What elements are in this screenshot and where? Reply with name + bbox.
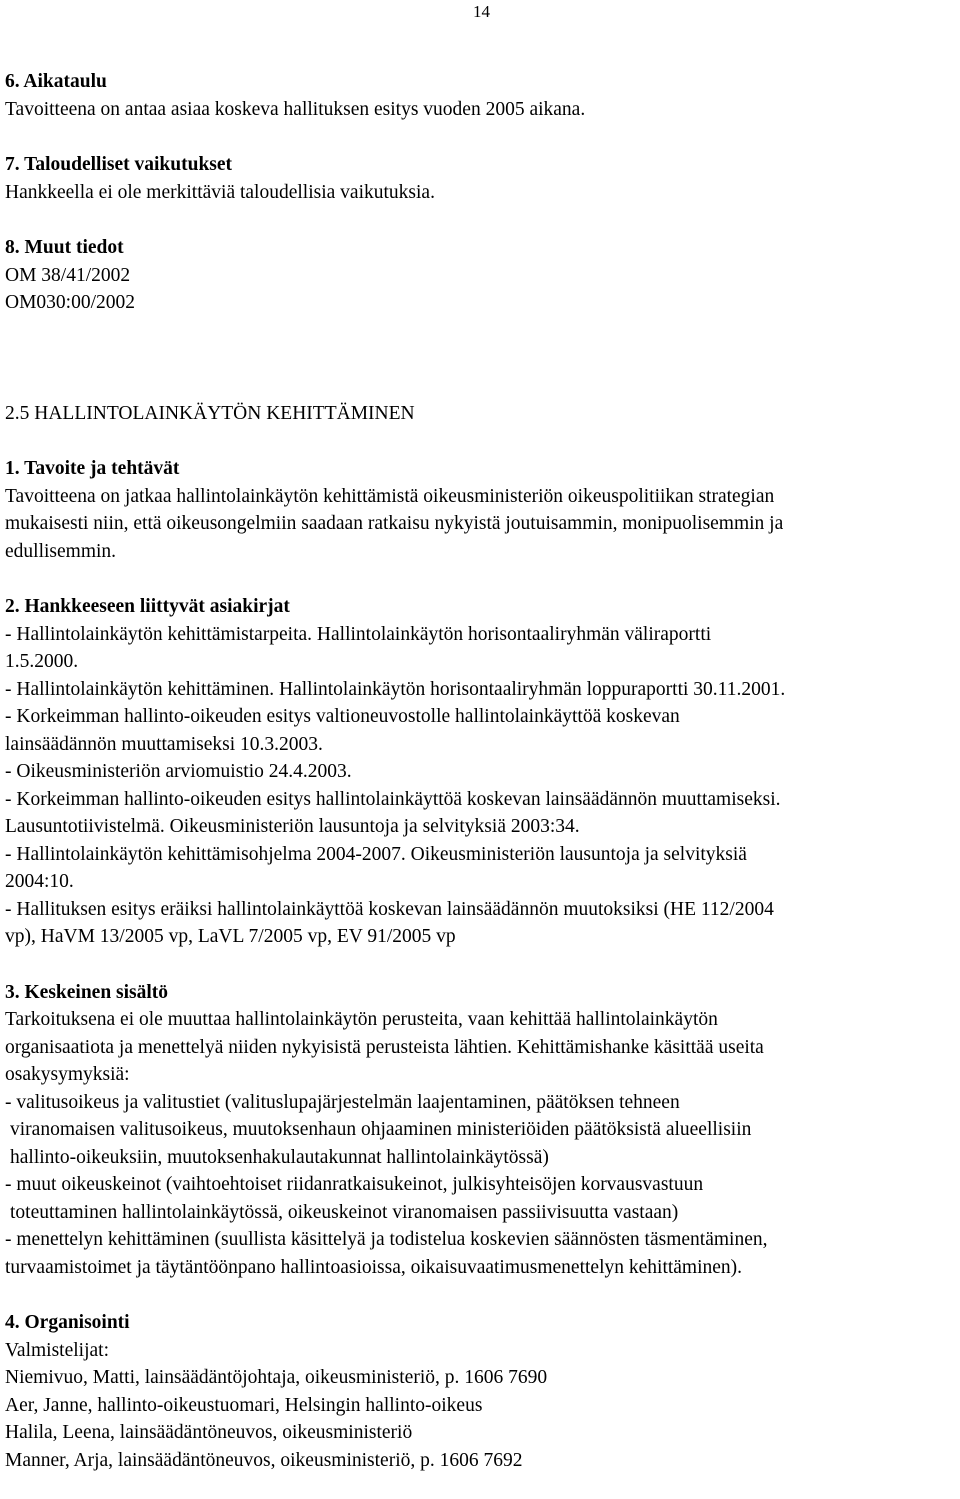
- section-key-content: [5, 979, 955, 1282]
- reference-code: OM 38/41/2002: [5, 264, 131, 286]
- list-item: - valitusoikeus ja valitustiet (valituslupajärjestelmän laajentaminen, päätöksen tehneen: [5, 1091, 680, 1113]
- section-organization: [5, 1309, 955, 1474]
- list-item: lainsäädännön muuttamiseksi 10.3.2003.: [5, 733, 323, 755]
- contact-line: Aer, Janne, hallinto-oikeustuomari, Helsingin hallinto-oikeus: [5, 1394, 483, 1416]
- section-heading: 7. Taloudelliset vaikutukset: [5, 154, 233, 175]
- body-line: Hankkeella ei ole merkittäviä taloudellisia vaikutuksia.: [5, 181, 435, 203]
- list-item: 2004:10.: [5, 871, 74, 892]
- list-item: vp), HaVM 13/2005 vp, LaVL 7/2005 vp, EV 91/2005 vp: [5, 926, 456, 947]
- list-item: - Hallintolainkäytön kehittäminen. Hallintolainkäytön horisontaaliryhmän loppuraportti 30.11.2001.: [5, 678, 786, 700]
- section-related-documents: [5, 593, 955, 951]
- list-item: - muut oikeuskeinot (vaihtoehtoiset riidanratkaisukeinot, julkisyhteisöjen korvausvastuun: [5, 1174, 704, 1195]
- body-line: edullisemmin.: [5, 540, 117, 562]
- contact-line: Halila, Leena, lainsäädäntöneuvos, oikeusministeriö: [5, 1422, 413, 1443]
- section-heading: 6. Aikataulu: [5, 71, 107, 92]
- contact-line: Manner, Arja, lainsäädäntöneuvos, oikeusministeriö, p. 1606 7692: [5, 1449, 523, 1471]
- list-item: turvaamistoimet ja täytäntöönpano hallintoasioissa, oikaisuvaatimusmenettelyn kehittäminen).: [5, 1256, 743, 1278]
- section-heading: 2. Hankkeeseen liittyvät asiakirjat: [5, 596, 290, 617]
- body-line: Valmistelijat:: [5, 1339, 109, 1361]
- list-item: viranomaisen valitusoikeus, muutoksenhaun ohjaaminen ministeriöiden päätöksistä alueellisiin: [10, 1119, 752, 1140]
- section-heading: 3. Keskeinen sisältö: [5, 981, 169, 1003]
- body-line: organisaatiota ja menettelyä niiden nykyisistä perusteista lähtien. Kehittämishanke käsittää useita: [5, 1036, 764, 1058]
- list-item: toteuttaminen hallintolainkäytössä, oikeuskeinot viranomaisen passiivisuutta vastaan): [10, 1201, 679, 1223]
- body-line: mukaisesti niin, että oikeusongelmiin saadaan ratkaisu nykyistä joutuisammin, monipuolisemmin ja: [5, 513, 784, 534]
- body-line: Tavoitteena on jatkaa hallintolainkäytön kehittämistä oikeusministeriön oikeuspolitiikan strategian: [5, 485, 775, 507]
- reference-code: OM030:00/2002: [5, 292, 136, 313]
- document-body: [5, 68, 955, 1474]
- section-heading: 4. Organisointi: [5, 1312, 130, 1333]
- section-heading: 8. Muut tiedot: [5, 237, 124, 258]
- page-number: 14: [473, 2, 490, 21]
- contact-line: Niemivuo, Matti, lainsäädäntöjohtaja, oikeusministeriö, p. 1606 7690: [5, 1367, 548, 1388]
- list-item: - Korkeimman hallinto-oikeuden esitys hallintolainkäyttöä koskevan lainsäädännön muuttamiseksi.: [5, 788, 781, 810]
- list-item: 1.5.2000.: [5, 651, 79, 672]
- list-item: - Hallintolainkäytön kehittämisohjelma 2004-2007. Oikeusministeriön lausuntoja ja selvityksiä: [5, 843, 747, 865]
- list-item: - Hallituksen esitys eräiksi hallintolainkäyttöä koskevan lainsäädännön muutoksiksi (HE 112/2004: [5, 898, 774, 920]
- body-line: Tavoitteena on antaa asiaa koskeva hallituksen esitys vuoden 2005 aikana.: [5, 98, 586, 120]
- chapter-title: 2.5 HALLINTOLAINKÄYTÖN KEHITTÄMINEN: [5, 402, 415, 424]
- body-line: Tarkoituksena ei ole muuttaa hallintolainkäytön perusteita, vaan kehittää hallintolainkäytön: [5, 1009, 718, 1030]
- section-financial-effects: [5, 151, 955, 206]
- section-schedule: [5, 68, 955, 123]
- list-item: hallinto-oikeuksiin, muutoksenhakulautakunnat hallintolainkäytössä): [10, 1146, 549, 1168]
- list-item: - Oikeusministeriön arviomuistio 24.4.2003.: [5, 761, 352, 782]
- list-item: - menettelyn kehittäminen (suullista käsittelyä ja todistelua koskevien säännösten täsmentäminen,: [5, 1229, 768, 1250]
- list-item: Lausuntotiivistelmä. Oikeusministeriön lausuntoja ja selvityksiä 2003:34.: [5, 816, 580, 837]
- body-line: osakysymyksiä:: [5, 1064, 130, 1085]
- section-heading: 1. Tavoite ja tehtävät: [5, 458, 180, 479]
- section-other-info: [5, 234, 955, 317]
- section-goal-and-tasks: [5, 455, 955, 565]
- list-item: - Korkeimman hallinto-oikeuden esitys valtioneuvostolle hallintolainkäyttöä koskevan: [5, 706, 680, 727]
- list-item: - Hallintolainkäytön kehittämistarpeita. Hallintolainkäytön horisontaaliryhmän väliraportti: [5, 623, 712, 645]
